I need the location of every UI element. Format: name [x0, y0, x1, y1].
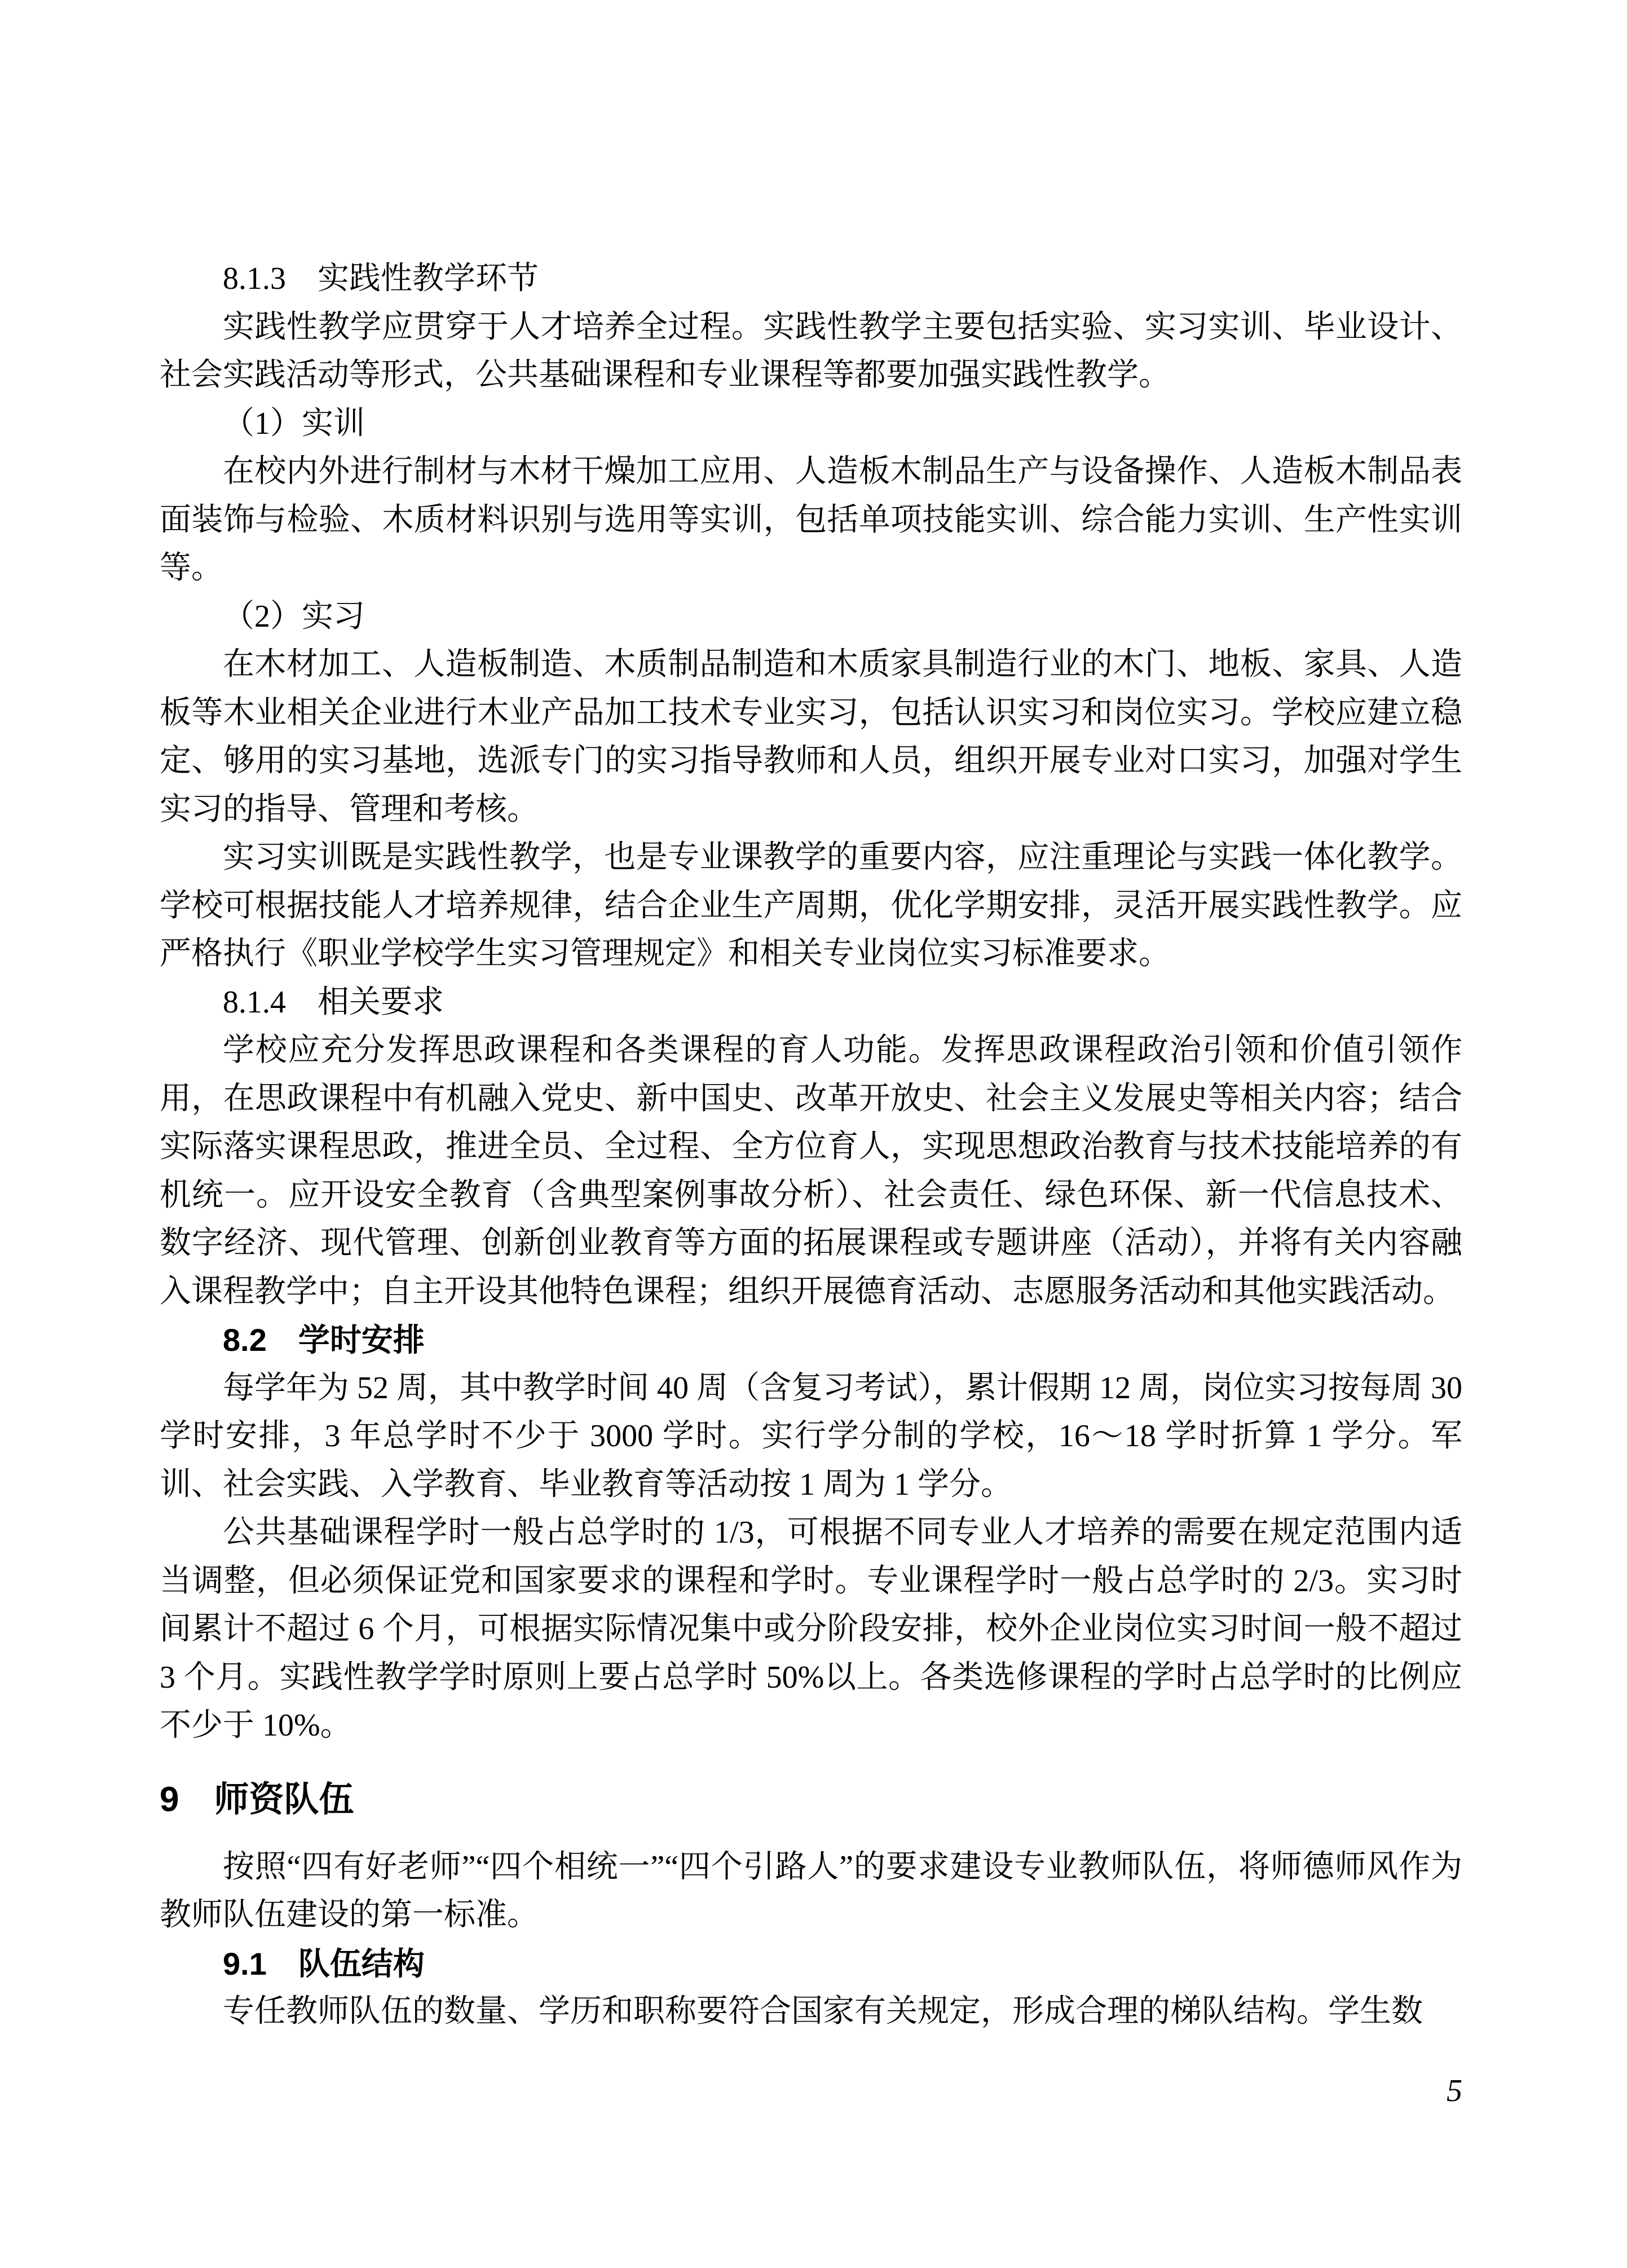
- paragraph-teacher-team-principle: 按照“四有好老师”“四个相统一”“四个引路人”的要求建设专业教师队伍，将师德师风作为教师队伍建设的第一标准。: [160, 1849, 1462, 1932]
- paragraph-item-1-shixun: （1）实训: [223, 406, 365, 441]
- document-body: [160, 255, 1462, 2115]
- section-heading-8-1-4: 8.1.4 相关要求: [223, 984, 444, 1020]
- chapter-heading-9: 9 师资队伍: [160, 1780, 354, 1819]
- page-number: 5: [1447, 2073, 1462, 2108]
- section-heading-9-1: 9.1 队伍结构: [223, 1945, 425, 1981]
- paragraph-team-structure: 专任教师队伍的数量、学历和职称要符合国家有关规定，形成合理的梯队结构。学生数: [223, 1994, 1423, 2029]
- paragraph-item-2-shixi: （2）实习: [223, 598, 365, 634]
- paragraph-shixi-detail: 在木材加工、人造板制造、木质制品制造和木质家具制造行业的木门、地板、家具、人造板等木业相关企业进行木业产品加工技术专业实习，包括认识实习和岗位实习。学校应建立稳定、够用的实习基地，选派专门的实习指导教师和人员，组织开展专业对口实习，加强对学生实习的指导、管理和考核。: [160, 647, 1462, 827]
- section-heading-8-2: 8.2 学时安排: [223, 1322, 425, 1358]
- paragraph-shixi-shixun-teaching: 实习实训既是实践性教学，也是专业课教学的重要内容，应注重理论与实践一体化教学。学校可根据技能人才培养规律，结合企业生产周期，优化学期安排，灵活开展实践性教学。应严格执行《职业学校学生实习管理规定》和相关专业岗位实习标准要求。: [160, 840, 1462, 971]
- paragraph-school-year-hours: 每学年为 52 周，其中教学时间 40 周（含复习考试），累计假期 12 周，岗位实习按每周 30 学时安排，3 年总学时不少于 3000 学时。实行学分制的学校，16～18 学时折算 1 学分。军训、社会实践、入学教育、毕业教育等活动按 1 周为 1 学分。: [160, 1370, 1462, 1502]
- paragraph-related-requirements: 学校应充分发挥思政课程和各类课程的育人功能。发挥思政课程政治引领和价值引领作用，在思政课程中有机融入党史、新中国史、改革开放史、社会主义发展史等相关内容；结合实际落实课程思政，推进全员、全过程、全方位育人，实现思想政治教育与技术技能培养的有机统一。应开设安全教育（含典型案例事故分析）、社会责任、绿色环保、新一代信息技术、数字经济、现代管理、创新创业教育等方面的拓展课程或专题讲座（活动），并将有关内容融入课程教学中；自主开设其他特色课程；组织开展德育活动、志愿服务活动和其他实践活动。: [160, 1033, 1462, 1309]
- paragraph-course-hour-ratios: 公共基础课程学时一般占总学时的 1/3，可根据不同专业人才培养的需要在规定范围内适当调整，但必须保证党和国家要求的课程和学时。专业课程学时一般占总学时的 2/3。实习时间累计不超过 6 个月，可根据实际情况集中或分阶段安排，校外企业岗位实习时间一般不超过 3 个月。实践性教学学时原则上要占总学时 50%以上。各类选修课程的学时占总学时的比例应不少于 10%。: [160, 1515, 1462, 1743]
- section-heading-8-1-3: 8.1.3 实践性教学环节: [223, 261, 539, 296]
- paragraph-shixun-detail: 在校内外进行制材与木材干燥加工应用、人造板木制品生产与设备操作、人造板木制品表面装饰与检验、木质材料识别与选用等实训，包括单项技能实训、综合能力实训、生产性实训等。: [160, 454, 1462, 585]
- paragraph-practical-teaching-intro: 实践性教学应贯穿于人才培养全过程。实践性教学主要包括实验、实习实训、毕业设计、社会实践活动等形式，公共基础课程和专业课程等都要加强实践性教学。: [160, 309, 1462, 393]
